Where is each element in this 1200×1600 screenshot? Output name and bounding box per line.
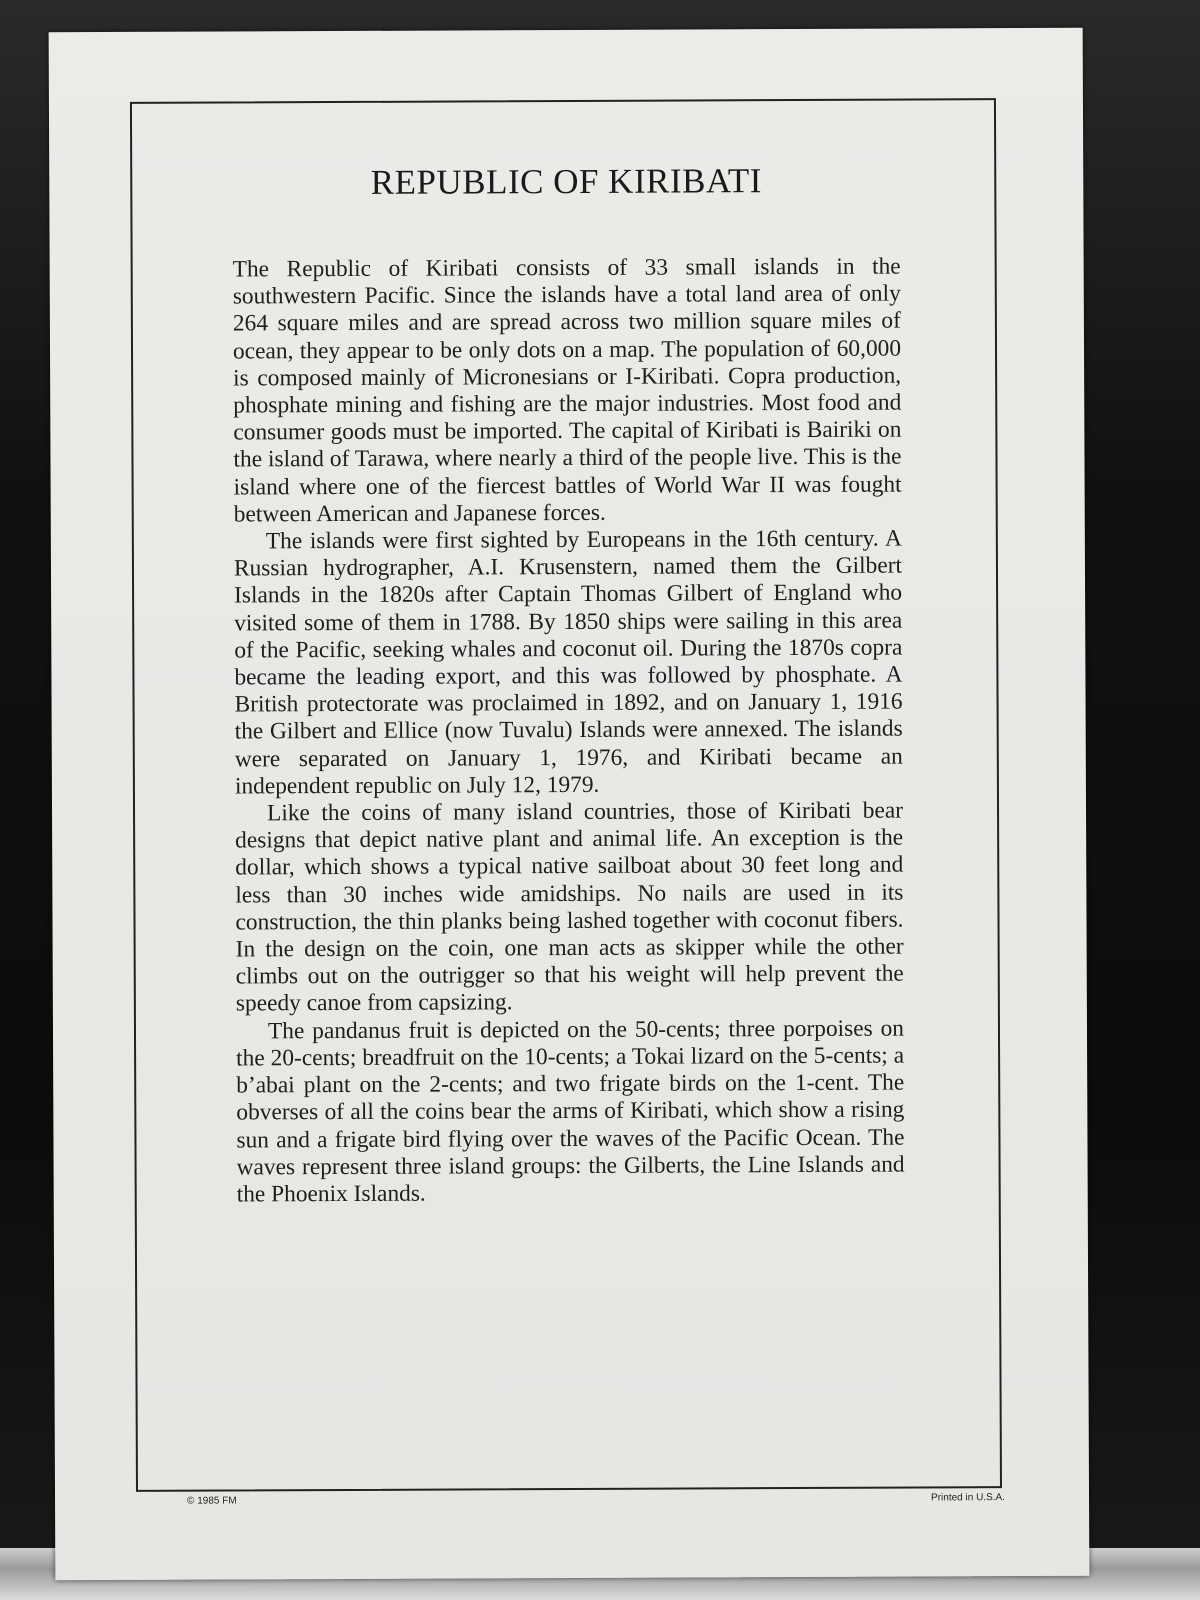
- paragraph-overview: The Republic of Kiribati consists of 33 small islands in the southwestern Pacific. Since the islands have a total land area of only 264 square miles and are spread across two million square miles of ocean, they appear to be only dots on a map. The population of 60,000 is composed mainly of Micronesians or I-Kiribati. Copra production, phosphate mining and fishing are the major industries. Most food and consumer goods must be imported. The capital of Kiribati is Bairiki on the island of Tarawa, where nearly a third of the people live. This is the island where one of the fiercest battles of World War II was fought between American and Japanese forces.: [232, 253, 902, 528]
- article-body: [233, 254, 905, 1209]
- paragraph-coin-denominations: The pandanus fruit is depicted on the 50-cents; three porpoises on the 20-cents; breadfruit on the 10-cents; a Tokai lizard on the 5-cents; a b’abai plant on the 2-cents; and two frigate birds on the 1-cent. The obverses of all the coins bear the arms of Kiribati, which show a rising sun and a frigate bird flying over the waves of the Pacific Ocean. The waves represent three island groups: the Gilberts, the Line Islands and the Phoenix Islands.: [236, 1015, 905, 1208]
- printed-in-notice: Printed in U.S.A.: [931, 1492, 1005, 1504]
- copyright-notice: © 1985 FM: [187, 1495, 237, 1507]
- paragraph-history: The islands were first sighted by Europeans in the 16th century. A Russian hydrographer, A.I. Krusenstern, named them the Gilbert Islands in the 1820s after Captain Thomas Gilbert of England who visited some of them in 1788. By 1850 ships were sailing in this area of the Pacific, seeking whales and coconut oil. During the 1870s copra became the leading export, and this was followed by phosphate. A British protectorate was proclaimed in 1892, and on January 1, 1916 the Gilbert and Ellice (now Tuvalu) Islands were annexed. The islands were separated on January 1, 1976, and Kiribati became an independent republic on July 12, 1979.: [233, 525, 903, 800]
- info-card: [49, 28, 1090, 1580]
- paragraph-coin-designs: Like the coins of many island countries, those of Kiribati bear designs that depict native plant and animal life. An exception is the dollar, which shows a typical native sailboat about 30 feet long and less than 30 inches wide amidships. No nails are used in its construction, the thin planks being lashed together with coconut fibers. In the design on the coin, one man acts as skipper while the other climbs out on the outrigger so that his weight will help prevent the speedy canoe from capsizing.: [235, 797, 904, 1017]
- card-title: REPUBLIC OF KIRIBATI: [370, 161, 762, 202]
